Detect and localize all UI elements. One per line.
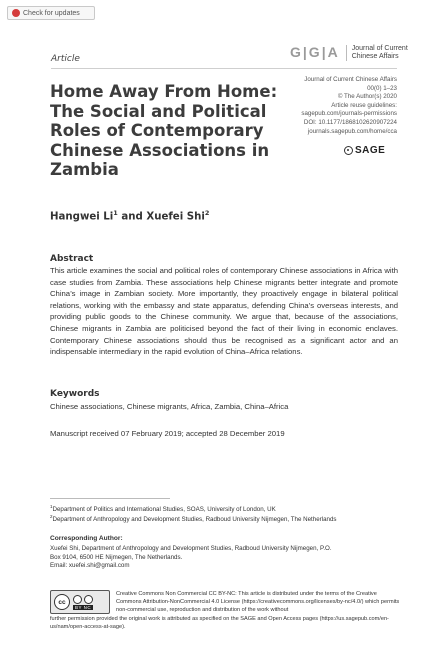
meta-doi[interactable]: DOI: 10.1177/1868102620907224 xyxy=(303,118,397,126)
author-list xyxy=(50,209,209,222)
cc-icon: cc xyxy=(54,594,70,610)
license-text: Creative Commons Non Commercial CC BY-NC: This article is distributed under the terms of the Creative Commons Attribution-NonCommercial 4.0 License (https://creativecommons.org/licenses/by-nc/4.0/) which permits non-commercial use, reproduction and distribution of the work without xyxy=(116,591,400,614)
abstract-text: This article examines the social and political roles of contemporary Chinese associations in Africa with case studies from Zambia. These associations help Chinese migrants better integrate and promote China’s image in Zambian society. More importantly, they proactively engage in bilateral political relations, working with the embassy and state apparatus, defending China’s overseas interests, and providing public goods to the Chinese community. We argue that, because of the associations, Chinese migrants in Zambia are politicised beyond the fact of their living in economic enclaves. Contemporary Chinese associations should thus be recognised as a significant actor and an indispensable intermediary in the rapid evolution of China–Africa relations. xyxy=(50,266,398,357)
author-1-name[interactable]: Hangwei Li xyxy=(50,211,114,223)
sage-logo-text: SAGE xyxy=(355,145,386,156)
cc-badge-group xyxy=(73,595,93,610)
meta-reuse-label: Article reuse guidelines: xyxy=(331,101,397,109)
license-text-continued: further permission provided the original work is attributed as specified on the SAGE and Open Access pages (https://us.sagepub.com/en-us/nam/open-access-at-sage). xyxy=(50,616,389,631)
author-2-name[interactable]: Xuefei Shi xyxy=(146,211,205,223)
sage-logo xyxy=(344,145,385,156)
author-separator: and xyxy=(117,211,147,223)
keywords-heading: Keywords xyxy=(50,389,100,399)
manuscript-dates: Manuscript received 07 February 2019; accepted 28 December 2019 xyxy=(50,429,285,438)
affiliation-1 xyxy=(50,504,276,513)
journal-logo-title: Journal of Current Chinese Affairs xyxy=(346,45,416,61)
meta-journal-name: Journal of Current Chinese Affairs xyxy=(304,76,397,83)
noncommercial-icon xyxy=(84,595,93,604)
sage-logo-icon xyxy=(344,146,353,155)
meta-journal-link[interactable]: journals.sagepub.com/home/cca xyxy=(307,127,397,135)
affiliation-2-text: Department of Anthropology and Development Studies, Radboud University Nijmegen, The Netherlands xyxy=(52,516,337,524)
corresponding-author-heading: Corresponding Author: xyxy=(50,535,123,542)
affiliation-2-mark: 2 xyxy=(50,514,53,519)
author-1-affiliation-mark: 1 xyxy=(113,209,118,217)
update-icon xyxy=(12,9,20,17)
affiliation-2 xyxy=(50,514,337,523)
corresponding-author-details xyxy=(50,545,370,571)
header-divider xyxy=(51,68,397,69)
abstract-heading: Abstract xyxy=(50,254,94,264)
meta-volume: 00(0) 1–23 xyxy=(367,84,397,92)
cc-badge-row xyxy=(73,595,93,604)
meta-copyright: © The Author(s) 2020 xyxy=(337,93,397,101)
article-title: Home Away From Home: The Social and Political Roles of Contemporary Chinese Associations in Zambia xyxy=(50,82,278,179)
journal-meta xyxy=(280,76,397,136)
affiliation-1-text: Department of Politics and International Studies, SOAS, University of London, UK xyxy=(52,506,276,514)
author-2-affiliation-mark: 2 xyxy=(204,209,210,217)
giga-logo-mark: G|G|A xyxy=(290,44,340,60)
license-notice xyxy=(50,590,400,648)
corresponding-author-address-2: Box 9104, 6500 HE Nijmegen, The Netherlands. xyxy=(50,553,183,561)
check-for-updates-badge[interactable] xyxy=(7,6,95,20)
meta-permissions-link[interactable]: sagepub.com/journals-permissions xyxy=(301,110,397,118)
affiliation-1-mark: 1 xyxy=(50,504,53,509)
journal-logo xyxy=(290,42,416,62)
affiliation-divider xyxy=(50,498,170,499)
keywords-list: Chinese associations, Chinese migrants, Africa, Zambia, China–Africa xyxy=(50,402,289,411)
corresponding-author-address-1: Xuefei Shi, Department of Anthropology and Development Studies, Radboud University Nijmegen, P.O. xyxy=(50,545,332,552)
corresponding-author-email[interactable]: Email: xuefei.shi@gmail.com xyxy=(50,562,130,570)
attribution-icon xyxy=(73,595,82,604)
cc-by-nc-logo[interactable] xyxy=(50,590,110,614)
cc-license-strip: BY NC xyxy=(75,604,92,610)
article-type-label: Article xyxy=(51,54,80,64)
check-for-updates-label: Check for updates xyxy=(23,9,80,17)
